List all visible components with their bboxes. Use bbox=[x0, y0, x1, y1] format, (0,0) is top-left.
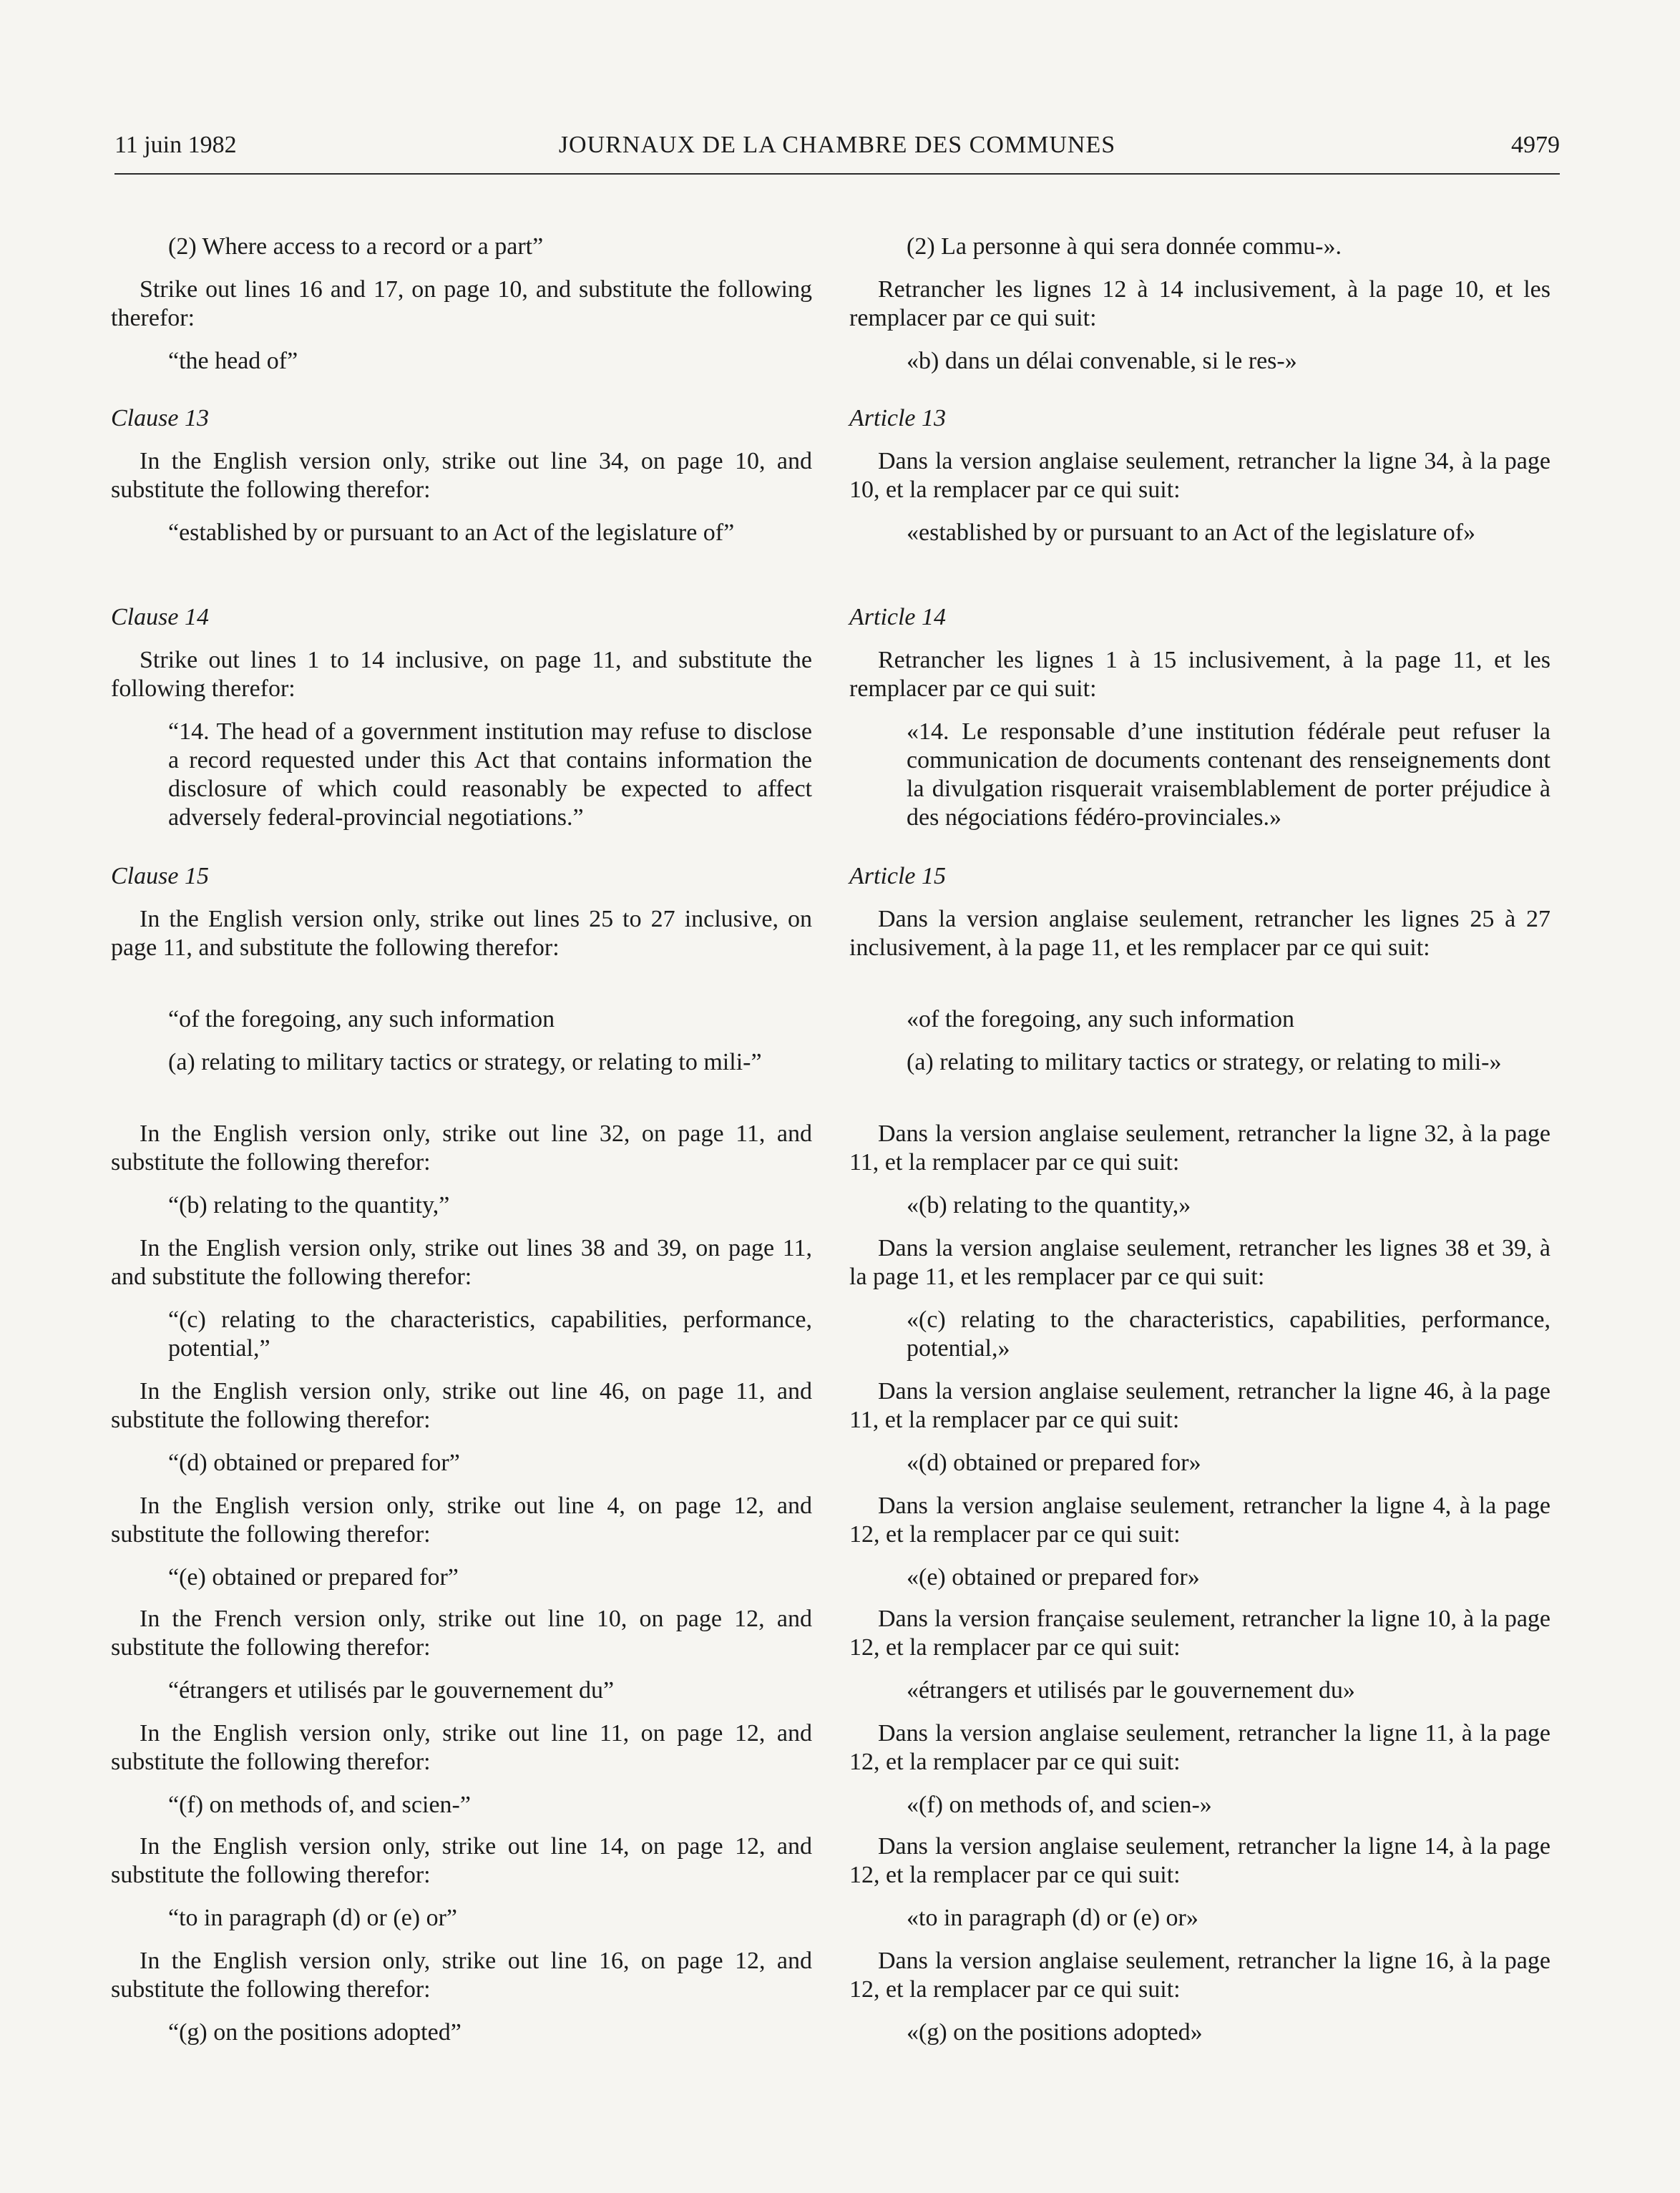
replacement-text: “14. The head of a government institution may refuse to disclose a record requested under this Act that contains information the disclosure of which could reasonably be expected to affect adversely federal-provincial negotiations.” bbox=[168, 718, 812, 831]
replacement-text: “(g) on the positions adopted” bbox=[168, 2019, 461, 2046]
article-heading: Article 15 bbox=[849, 863, 947, 889]
instruction-paragraph: In the English version only, strike out line 14, on page 12, and substitute the following therefor: bbox=[111, 1833, 812, 1888]
instruction-paragraph: Dans la version anglaise seulement, retrancher la ligne 4, à la page 12, et la remplacer par ce qui suit: bbox=[849, 1493, 1550, 1548]
instruction-paragraph: Strike out lines 1 to 14 inclusive, on page 11, and substitute the following therefor: bbox=[111, 647, 812, 702]
instruction-paragraph: In the English version only, strike out line 32, on page 11, and substitute the following therefor: bbox=[111, 1120, 812, 1176]
instruction-paragraph: In the English version only, strike out line 46, on page 11, and substitute the following therefor: bbox=[111, 1378, 812, 1433]
clause-heading: Clause 14 bbox=[111, 604, 209, 630]
instruction-paragraph: Strike out lines 16 and 17, on page 10, and substitute the following therefor: bbox=[111, 276, 812, 331]
instruction-paragraph: Dans la version anglaise seulement, retrancher la ligne 11, à la page 12, et la remplacer par ce qui suit: bbox=[849, 1720, 1550, 1775]
replacement-text: «to in paragraph (d) or (e) or» bbox=[907, 1905, 1198, 1931]
replacement-text: “(d) obtained or prepared for” bbox=[168, 1450, 460, 1476]
replacement-text: «b) dans un délai convenable, si le res-» bbox=[907, 348, 1297, 374]
replacement-text: «established by or pursuant to an Act of the legislature of» bbox=[907, 519, 1476, 546]
text-block: (2) Where access to a record or a part” bbox=[168, 233, 544, 260]
instruction-paragraph: In the English version only, strike out line 16, on page 12, and substitute the following therefor: bbox=[111, 1948, 812, 2003]
instruction-paragraph: Dans la version anglaise seulement, retrancher la ligne 46, à la page 11, et la remplacer par ce qui suit: bbox=[849, 1378, 1550, 1433]
instruction-paragraph: In the English version only, strike out lines 25 to 27 inclusive, on page 11, and substitute the following therefor: bbox=[111, 906, 812, 961]
replacement-text: «(f) on methods of, and scien-» bbox=[907, 1792, 1212, 1818]
instruction-paragraph: Dans la version française seulement, retrancher la ligne 10, à la page 12, et la remplacer par ce qui suit: bbox=[849, 1606, 1550, 1661]
clause-heading: Clause 13 bbox=[111, 405, 209, 431]
instruction-paragraph: In the English version only, strike out line 4, on page 12, and substitute the following therefor: bbox=[111, 1493, 812, 1548]
replacement-text: “established by or pursuant to an Act of the legislature of” bbox=[168, 519, 735, 546]
article-heading: Article 14 bbox=[849, 604, 947, 630]
page-number: 4979 bbox=[1511, 132, 1560, 158]
instruction-paragraph: Dans la version anglaise seulement, retrancher la ligne 32, à la page 11, et la remplacer par ce qui suit: bbox=[849, 1120, 1550, 1176]
instruction-paragraph: Retrancher les lignes 1 à 15 inclusivement, à la page 11, et les remplacer par ce qui suit: bbox=[849, 647, 1550, 702]
replacement-text: «étrangers et utilisés par le gouvernement du» bbox=[907, 1677, 1355, 1704]
instruction-paragraph: Dans la version anglaise seulement, retrancher la ligne 14, à la page 12, et la remplacer par ce qui suit: bbox=[849, 1833, 1550, 1888]
replacement-text: “to in paragraph (d) or (e) or” bbox=[168, 1905, 458, 1931]
replacement-text: “étrangers et utilisés par le gouvernement du” bbox=[168, 1677, 615, 1704]
instruction-paragraph: In the English version only, strike out lines 38 and 39, on page 11, and substitute the following therefor: bbox=[111, 1235, 812, 1290]
replacement-text: «(b) relating to the quantity,» bbox=[907, 1192, 1191, 1218]
instruction-paragraph: In the English version only, strike out line 34, on page 10, and substitute the following therefor: bbox=[111, 448, 812, 503]
instruction-paragraph: Dans la version anglaise seulement, retrancher la ligne 16, à la page 12, et la remplacer par ce qui suit: bbox=[849, 1948, 1550, 2003]
journal-title: JOURNAUX DE LA CHAMBRE DES COMMUNES bbox=[558, 132, 1116, 158]
replacement-text: «of the foregoing, any such information bbox=[907, 1006, 1294, 1032]
replacement-text: “the head of” bbox=[168, 348, 298, 374]
clause-heading: Clause 15 bbox=[111, 863, 209, 889]
replacement-text: «(g) on the positions adopted» bbox=[907, 2019, 1203, 2046]
replacement-text: «14. Le responsable d’une institution fédérale peut refuser la communication de documents contenant des renseignements dont la divulgation risquerait vraisemblablement de porter préjudice à des négociations fédéro-provinciales.» bbox=[907, 718, 1550, 831]
replacement-text: “(c) relating to the characteristics, capabilities, performance, potential,” bbox=[168, 1306, 812, 1362]
article-heading: Article 13 bbox=[849, 405, 947, 431]
instruction-paragraph: Retrancher les lignes 12 à 14 inclusivement, à la page 10, et les remplacer par ce qui suit: bbox=[849, 276, 1550, 331]
replacement-text: «(c) relating to the characteristics, capabilities, performance, potential,» bbox=[907, 1306, 1550, 1362]
replacement-text: «(e) obtained or prepared for» bbox=[907, 1564, 1200, 1591]
replacement-text: “(b) relating to the quantity,” bbox=[168, 1192, 450, 1218]
instruction-paragraph: Dans la version anglaise seulement, retrancher les lignes 25 à 27 inclusivement, à la page 11, et les remplacer par ce qui suit: bbox=[849, 906, 1550, 961]
replacement-text: «(d) obtained or prepared for» bbox=[907, 1450, 1201, 1476]
replacement-text: (a) relating to military tactics or strategy, or relating to mili-» bbox=[907, 1049, 1502, 1075]
instruction-paragraph: Dans la version anglaise seulement, retrancher les lignes 38 et 39, à la page 11, et les remplacer par ce qui suit: bbox=[849, 1235, 1550, 1290]
replacement-text: “of the foregoing, any such information bbox=[168, 1006, 555, 1032]
instruction-paragraph: Dans la version anglaise seulement, retrancher la ligne 34, à la page 10, et la remplacer par ce qui suit: bbox=[849, 448, 1550, 503]
text-block: (2) La personne à qui sera donnée commu-». bbox=[907, 233, 1342, 260]
instruction-paragraph: In the English version only, strike out line 11, on page 12, and substitute the following therefor: bbox=[111, 1720, 812, 1775]
header-date: 11 juin 1982 bbox=[114, 132, 237, 158]
instruction-paragraph: In the French version only, strike out line 10, on page 12, and substitute the following therefor: bbox=[111, 1606, 812, 1661]
replacement-text: “(e) obtained or prepared for” bbox=[168, 1564, 459, 1591]
page-header bbox=[114, 130, 1560, 175]
replacement-text: “(f) on methods of, and scien-” bbox=[168, 1792, 471, 1818]
replacement-text: (a) relating to military tactics or strategy, or relating to mili-” bbox=[168, 1049, 762, 1075]
